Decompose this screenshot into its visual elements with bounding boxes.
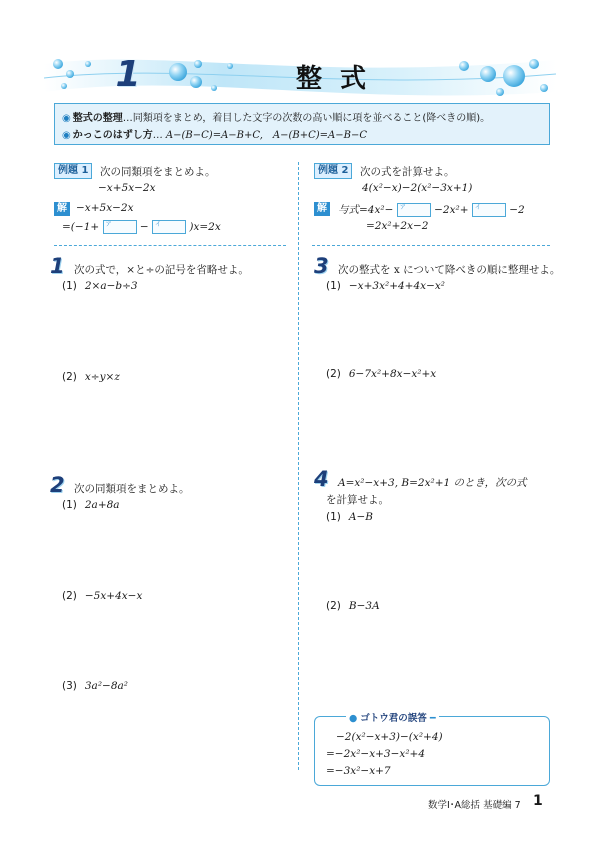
example1-sol-suffix: )x=2x (189, 221, 221, 233)
item-expr: 6−7x²+8x−x²+x (348, 368, 437, 380)
problem4-number: 4 (314, 467, 329, 491)
example1-solution-line1: −x+5x−2x (76, 202, 134, 214)
bullet-icon: ◉ (62, 130, 71, 141)
item-expr: A−B (348, 511, 373, 523)
problem2-item1 (62, 499, 120, 511)
item-index: (1) (326, 511, 341, 523)
problem2-prompt: 次の同類項をまとめよ。 (74, 483, 190, 495)
example2-sol-mid: −2x²+ (434, 204, 469, 216)
example2-sol-prefix: 与式=4x²− (338, 204, 394, 216)
example1-sol-mid: − (139, 221, 149, 233)
summary-text-2: … A−(B−C)=A−B+C, A−(B+C)=A−B−C (152, 130, 368, 141)
answer-box-b-tag: イ (474, 204, 481, 211)
answer-box-a[interactable] (397, 203, 431, 217)
example2-prompt: 次の式を計算せよ。 (360, 166, 455, 178)
problem4-item2 (326, 600, 380, 612)
bar-icon: ━ (429, 713, 436, 724)
summary-line-1 (62, 109, 490, 124)
item-index: (2) (326, 600, 341, 612)
answer-box-a[interactable] (103, 220, 137, 234)
chapter-number: 1 (115, 54, 141, 95)
problem4-prompt-line2: を計算せよ。 (326, 494, 389, 506)
problem1-prompt: 次の式で，×と÷の記号を省略せよ。 (74, 264, 249, 276)
summary-term-2: かっこのはずし方 (72, 130, 153, 141)
example-divider-right (312, 245, 550, 246)
example2-solution-label: 解 (314, 202, 330, 216)
problem2-number: 2 (50, 473, 65, 497)
bullet-icon: ◉ (62, 113, 71, 124)
problem3-prompt: 次の整式を x について降べきの順に整理せよ。 (338, 264, 561, 276)
error-box-title (346, 710, 439, 724)
example1-solution-line2 (62, 220, 221, 234)
item-expr: −5x+4x−x (84, 590, 143, 602)
item-index: (1) (62, 280, 77, 292)
answer-box-b-tag: イ (155, 221, 162, 228)
item-expr: x÷y×z (84, 371, 120, 383)
error-line-2: =−2x²−x+3−x²+4 (326, 748, 426, 760)
summary-text-1: …同類項をまとめ，着目した文字の次数の高い順に項を並べること(降べきの順)。 (122, 113, 491, 124)
answer-box-a-tag: ア (105, 221, 112, 228)
item-expr: 2×a−b÷3 (84, 280, 138, 292)
answer-box-a-tag: ア (399, 204, 406, 211)
item-expr: −x+3x²+4+4x−x² (348, 280, 446, 292)
item-expr: B−3A (348, 600, 380, 612)
summary-line-2 (62, 126, 367, 141)
column-divider (298, 162, 299, 770)
item-index: (3) (62, 680, 77, 692)
problem1-item1 (62, 280, 138, 292)
answer-box-b[interactable] (472, 203, 506, 217)
item-index: (2) (62, 590, 77, 602)
error-line-1: −2(x²−x+3)−(x²+4) (336, 731, 443, 743)
problem4-prompt-line1: A=x²−x+3, B=2x²+1 のとき，次の式 (338, 477, 527, 489)
problem2-item2 (62, 590, 142, 602)
example1-expr: −x+5x−2x (98, 182, 156, 194)
example1-sol-prefix: =(−1+ (62, 221, 100, 233)
item-index: (1) (326, 280, 341, 292)
example1-solution-label: 解 (54, 202, 70, 216)
example2-expr: 4(x²−x)−2(x²−3x+1) (362, 182, 473, 194)
problem1-number: 1 (50, 254, 65, 278)
item-index: (1) (62, 499, 77, 511)
item-expr: 3a²−8a² (84, 680, 128, 692)
problem2-item3 (62, 680, 128, 692)
footer-text: 数学Ⅰ･A総括 基礎編 7 (428, 800, 521, 811)
error-title-text: ゴトウ君の誤答 (360, 713, 427, 724)
error-line-3: =−3x²−x+7 (326, 765, 391, 777)
page-number: 1 (533, 793, 543, 809)
example1-label: 例題 1 (54, 163, 92, 179)
item-expr: 2a+8a (84, 499, 120, 511)
dot-icon: ● (349, 713, 358, 724)
problem4-item1 (326, 511, 373, 523)
answer-box-b[interactable] (152, 220, 186, 234)
example2-label: 例題 2 (314, 163, 352, 179)
problem3-number: 3 (314, 254, 329, 278)
example2-sol-suffix: −2 (509, 204, 525, 216)
item-index: (2) (326, 368, 341, 380)
example2-solution-line2: =2x²+2x−2 (366, 220, 429, 232)
example2-solution-line1 (338, 202, 525, 217)
chapter-title: 整式 (295, 64, 384, 94)
item-index: (2) (62, 371, 77, 383)
example-divider-left (54, 245, 286, 246)
problem3-item1 (326, 280, 445, 292)
problem1-item2 (62, 371, 120, 383)
summary-term-1: 整式の整理 (72, 113, 123, 124)
example1-prompt: 次の同類項をまとめよ。 (100, 166, 216, 178)
problem3-item2 (326, 368, 436, 380)
